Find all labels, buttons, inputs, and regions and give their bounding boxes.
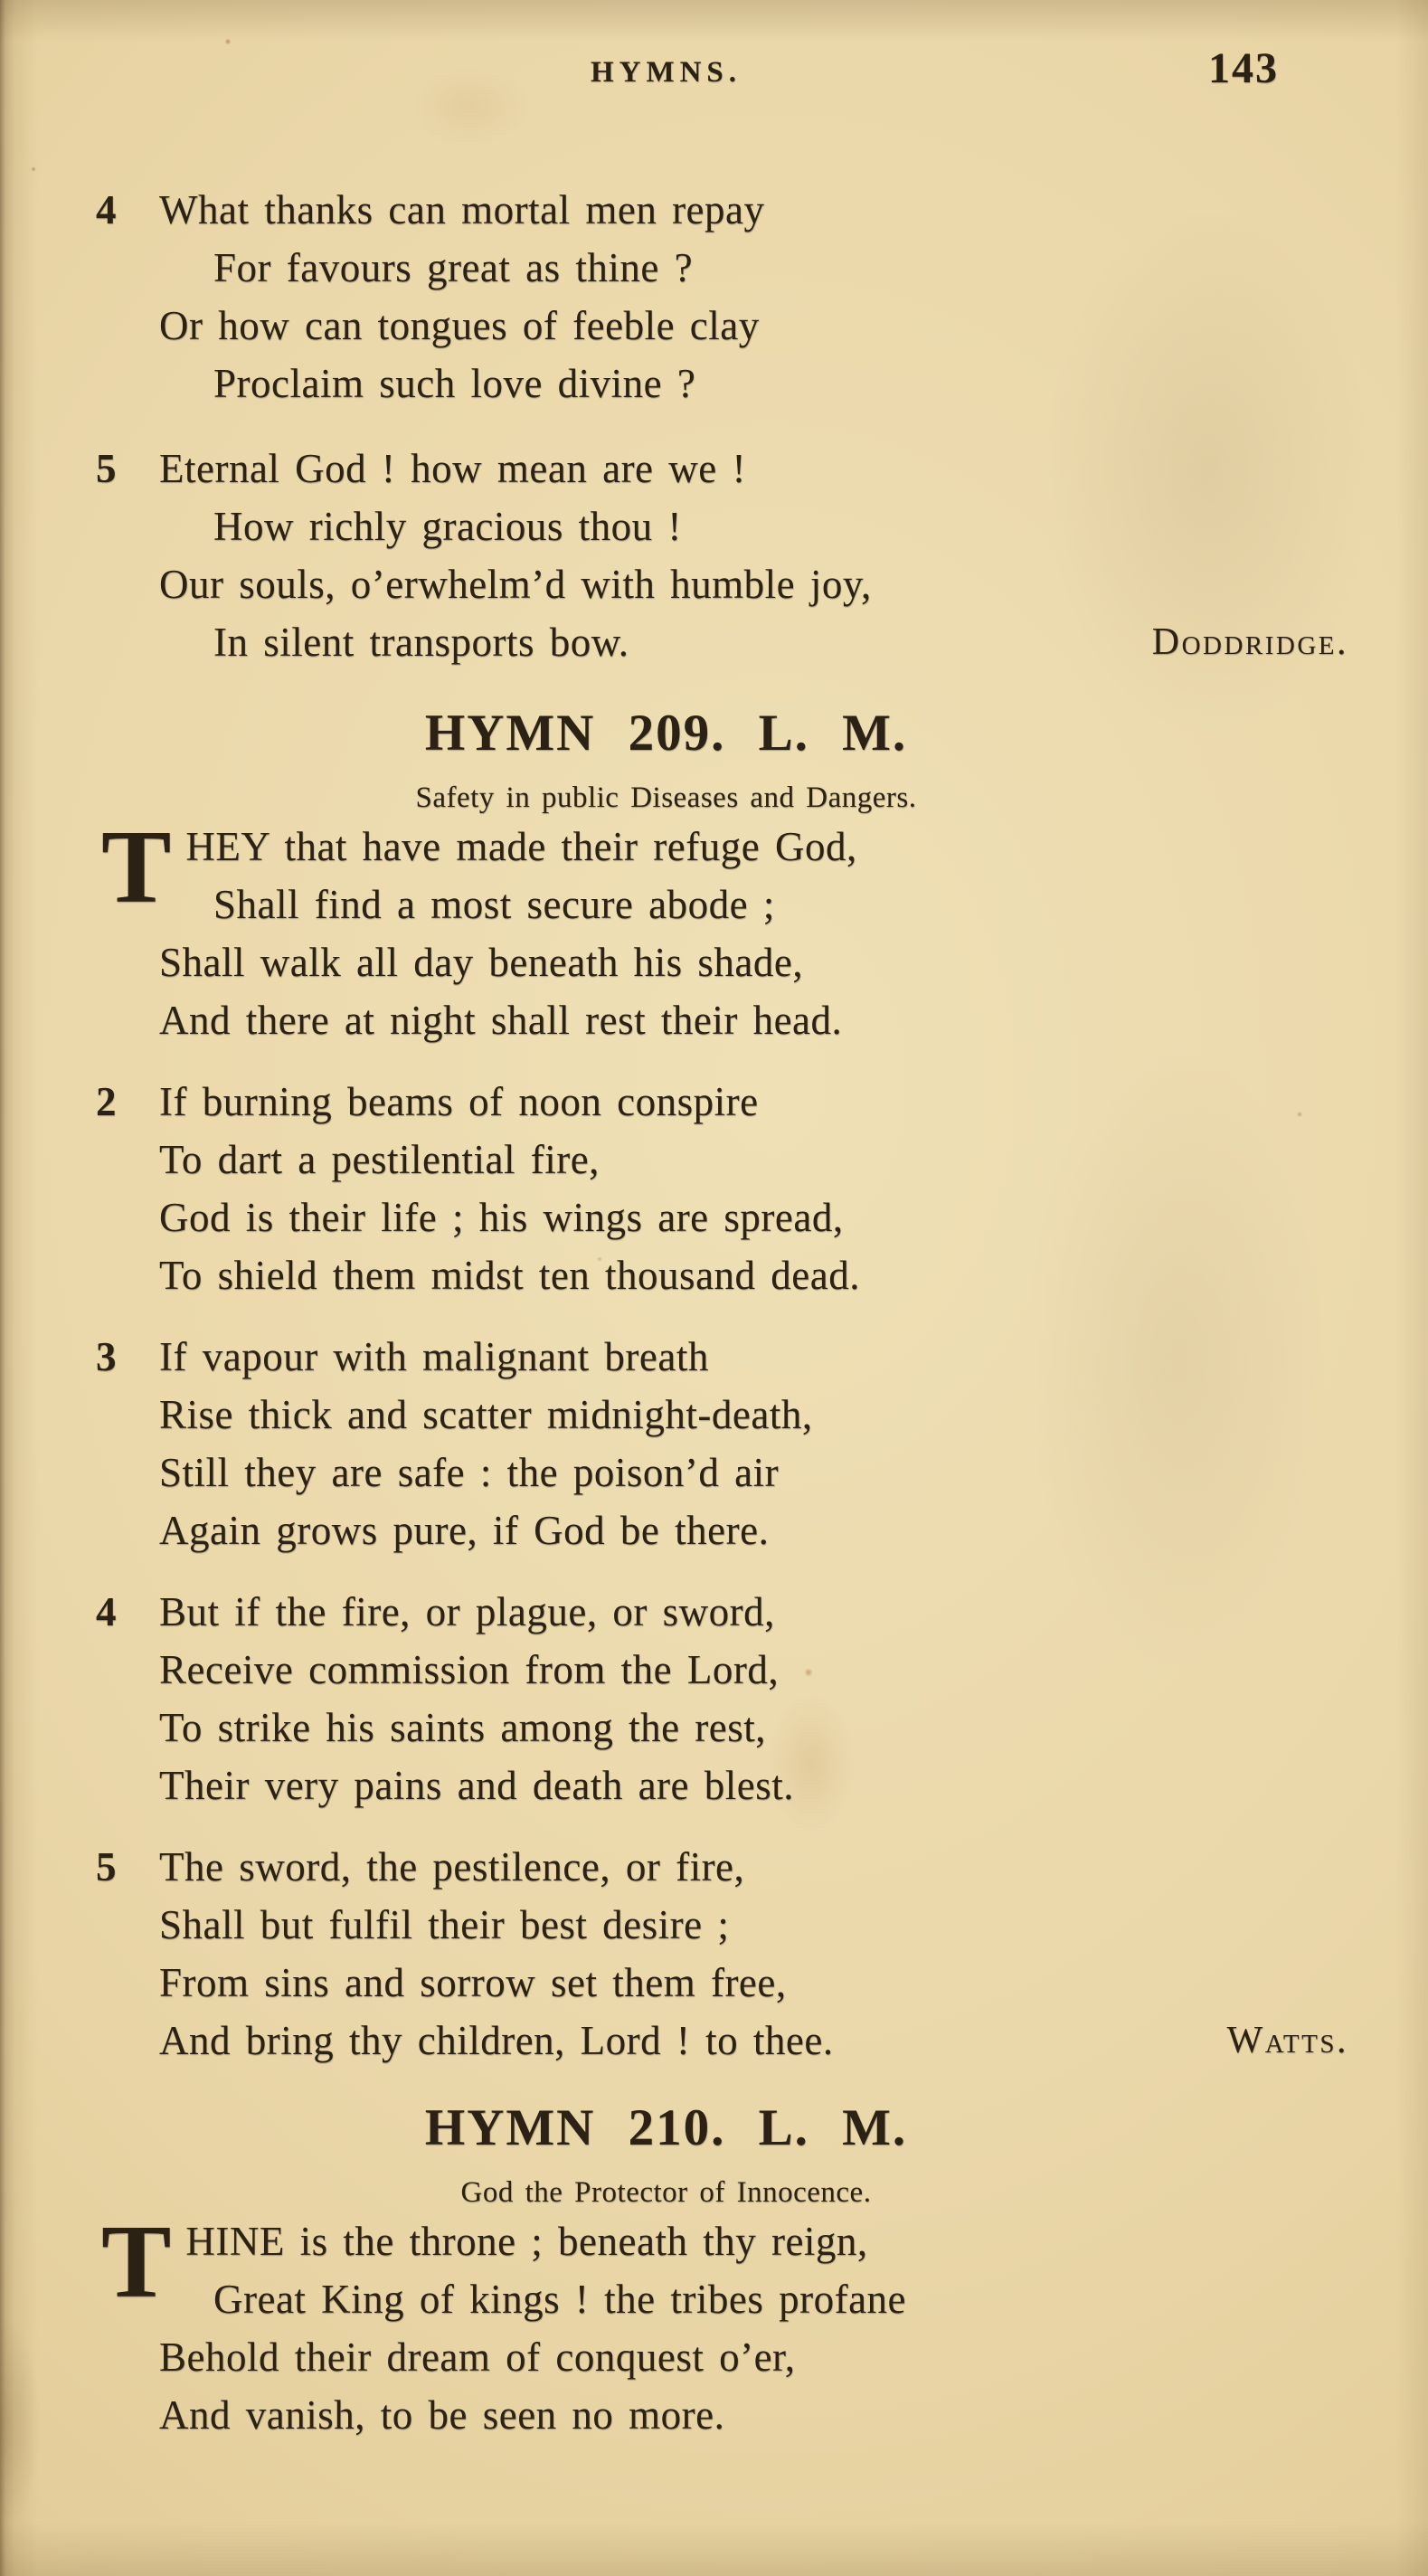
- verse-line: From sins and sorrow set them free,: [159, 1960, 787, 2005]
- verse-line: To strike his saints among the rest,: [159, 1705, 767, 1750]
- verse-4: [94, 181, 1365, 412]
- verse-line: Their very pains and death are blest.: [159, 1763, 794, 1808]
- verse-line: Shall but fulfil their best desire ;: [159, 1902, 730, 1947]
- verse-number: 5: [96, 1844, 117, 1889]
- verse-line: For favours great as thine ?: [213, 245, 694, 290]
- verse-1: [94, 810, 1365, 1049]
- drop-cap-letter: T: [101, 2204, 172, 2320]
- running-head: [94, 44, 1365, 98]
- verse-line: If burning beams of noon conspire: [159, 1079, 759, 1124]
- verse-3: [94, 1328, 1365, 1559]
- verse-line: Behold their dream of conquest o’er,: [159, 2334, 796, 2380]
- hymn-209-section: [94, 698, 1365, 2069]
- verse-line: If vapour with malignant breath: [159, 1334, 709, 1379]
- verse-number: 5: [96, 446, 117, 491]
- drop-cap-letter: T: [101, 810, 172, 925]
- verse-2: [94, 1073, 1365, 1304]
- verse-line: To dart a pestilential fire,: [159, 1137, 600, 1182]
- verse-number: 2: [96, 1079, 117, 1124]
- verse-number: 4: [96, 187, 117, 232]
- hymn-210-section: [94, 2093, 1365, 2444]
- verse-line: Proclaim such love divine ?: [213, 361, 696, 406]
- verse-line: Shall find a most secure abode ;: [213, 882, 775, 927]
- hymn-209-subtitle: Safety in public Diseases and Dangers.: [415, 781, 917, 814]
- hymn-210-subtitle: God the Protector of Innocence.: [460, 2176, 872, 2209]
- verse-line: HEY that have made their refuge God,: [185, 824, 857, 869]
- verse-line: The sword, the pestilence, or fire,: [159, 1844, 745, 1889]
- verse-line: But if the fire, or plague, or sword,: [159, 1589, 775, 1634]
- verse-1: [94, 2204, 1365, 2444]
- verse-line: Rise thick and scatter midnight-death,: [159, 1392, 813, 1437]
- verse-line: God is their life ; his wings are spread,: [159, 1195, 844, 1240]
- author-attribution: Watts.: [1226, 2020, 1348, 2061]
- hymn-209-heading: HYMN 209. L. M.: [424, 705, 908, 762]
- verse-line: And there at night shall rest their head.: [159, 998, 843, 1043]
- verse-line: Great King of kings ! the tribes profane: [213, 2277, 907, 2322]
- verse-5: [94, 440, 1365, 671]
- verse-line: Again grows pure, if God be there.: [159, 1508, 770, 1553]
- verse-number: 4: [96, 1589, 117, 1634]
- verse-line: [159, 2012, 1365, 2069]
- verse-line: HINE is the throne ; beneath thy reign,: [185, 2219, 868, 2264]
- hymn-210-heading: HYMN 210. L. M.: [424, 2099, 908, 2156]
- verse-line: Receive commission from the Lord,: [159, 1647, 780, 1692]
- verse-4: [94, 1583, 1365, 1814]
- verse-line: How richly gracious thou !: [213, 504, 682, 549]
- verse-line: Eternal God ! how mean are we !: [159, 446, 746, 491]
- verse-number: 3: [96, 1334, 117, 1379]
- author-attribution: Doddridge.: [1151, 621, 1348, 663]
- verse-line: [159, 613, 1365, 671]
- verse-line: What thanks can mortal men repay: [159, 187, 765, 232]
- page-number: 143: [1208, 44, 1279, 92]
- verse-line: Or how can tongues of feeble clay: [159, 303, 760, 348]
- verse-line: Still they are safe : the poison’d air: [159, 1450, 780, 1495]
- verse-line: Our souls, o’erwhelm’d with humble joy,: [159, 562, 872, 607]
- page-title: HYMNS.: [590, 56, 742, 89]
- hymn-continuation: [94, 181, 1365, 671]
- verse-5: [94, 1838, 1365, 2069]
- verse-line-text: In silent transports bow.: [213, 620, 629, 665]
- verse-line: And vanish, to be seen no more.: [159, 2392, 725, 2438]
- verse-line-text: And bring thy children, Lord ! to thee.: [159, 2018, 834, 2063]
- verse-line: Shall walk all day beneath his shade,: [159, 940, 804, 985]
- verse-line: To shield them midst ten thousand dead.: [159, 1253, 860, 1298]
